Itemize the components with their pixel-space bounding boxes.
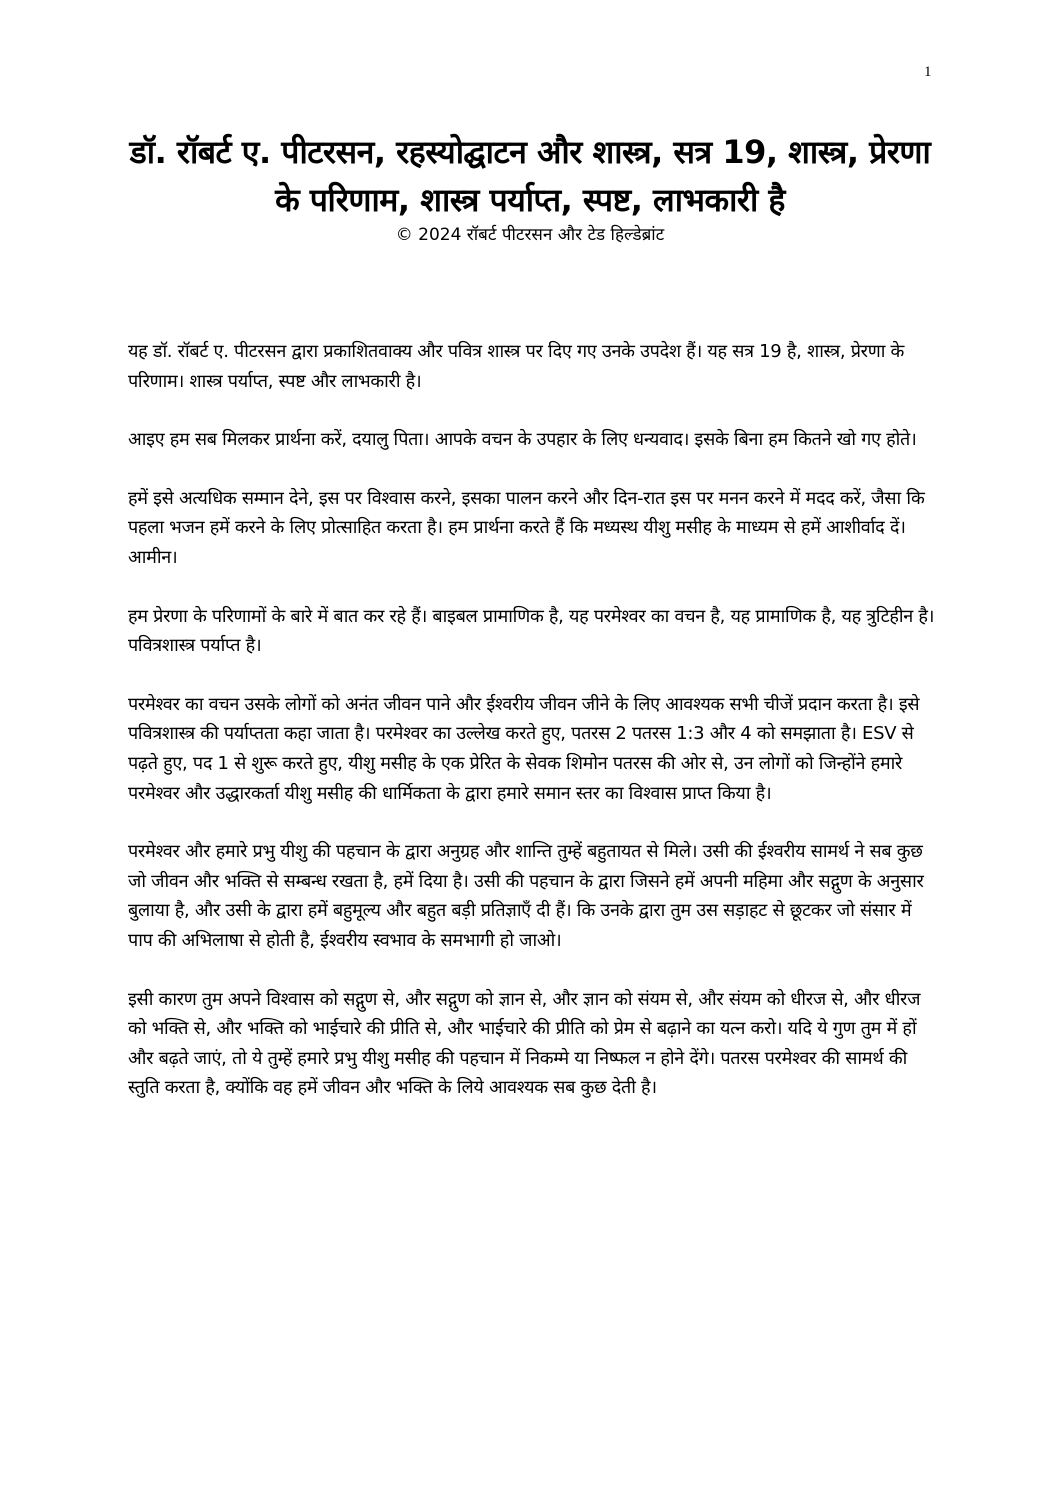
paragraph-prayer-opening: आइए हम सब मिलकर प्रार्थना करें, दयालु पिता। आपके वचन के उपहार के लिए धन्यवाद। इसके बिना हम कितने खो गए होते।: [128, 429, 917, 451]
document-body: [128, 337, 940, 1132]
document-header: [120, 128, 940, 246]
paragraph-inspiration: हम प्रेरणा के परिणामों के बारे में बात कर रहे हैं। बाइबल प्रामाणिक है, यह परमेश्वर का वचन है, यह प्रामाणिक है, यह त्रुटिहीन है। पवित्रशास्त्र पर्याप्त है।: [128, 605, 935, 657]
paragraph-grace-peace: परमेश्वर और हमारे प्रभु यीशु की पहचान के द्वारा अनुग्रह और शान्ति तुम्हें बहुतायत से मिले। उसी की ईश्वरीय सामर्थ ने सब कुछ जो जीवन और भक्ति से सम्बन्ध रखता है, हमें दिया है। उसी की पहचान के द्वारा जिसने हमें अपनी महिमा और सद्गुण के अनुसार बुलाया है, और उसी के द्वारा हमें बहुमूल्य और बहुत बड़ी प्रतिज्ञाएँ दी हैं। कि उनके द्वारा तुम उस सड़ाहट से छूटकर जो संसार में पाप की अभिलाषा से होती है, ईश्वरीय स्वभाव के समभागी हो जाओ।: [128, 841, 924, 951]
paragraph-virtues: इसी कारण तुम अपने विश्वास को सद्गुण से, और सद्गुण को ज्ञान से, और ज्ञान को संयम से, और संयम को धीरज से, और धीरज को भक्ति से, और भक्ति को भाईचारे की प्रीति से, और भाईचारे की प्रीति को प्रेम से बढ़ाने का यत्न करो। यदि ये गुण तुम में हों और बढ़ते जाएं, तो ये तुम्हें हमारे प्रभु यीशु मसीह की पहचान में निकम्मे या निष्फल न होने देंगे। पतरस परमेश्वर की सामर्थ की स्तुति करता है, क्योंकि वह हमें जीवन और भक्ति के लिये आवश्यक सब कुछ देती है।: [128, 988, 921, 1099]
paragraph-sufficiency: परमेश्वर का वचन उसके लोगों को अनंत जीवन पाने और ईश्वरीय जीवन जीने के लिए आवश्यक सभी चीजें प्रदान करता है। इसे पवित्रशास्त्र की पर्याप्तता कहा जाता है। परमेश्वर का उल्लेख करते हुए, पतरस 2 पतरस 1:3 और 4 को समझाता है। ESV से पढ़ते हुए, पद 1 से शुरू करते हुए, यीशु मसीह के एक प्रेरित के सेवक शिमोन पतरस की ओर से, उन लोगों को जिन्होंने हमारे परमेश्वर और उद्धारकर्ता यीशु मसीह की धार्मिकता के द्वारा हमारे समान स्तर का विश्वास प्राप्त किया है।: [128, 693, 920, 804]
page-number: 1: [924, 64, 932, 80]
paragraph-intro: यह डॉ. रॉबर्ट ए. पीटरसन द्वारा प्रकाशितवाक्य और पवित्र शास्त्र पर दिए गए उनके उपदेश हैं। यह सत्र 19 है, शास्त्र, प्रेरणा के परिणाम। शास्त्र पर्याप्त, स्पष्ट और लाभकारी है।: [128, 341, 905, 392]
copyright-line: © 2024 रॉबर्ट पीटरसन और टेड हिल्डेब्रांट: [395, 225, 665, 245]
document-title: डॉ. रॉबर्ट ए. पीटरसन, रहस्योद्घाटन और शास्त्र, सत्र 19, शास्त्र, प्रेरणा के परिणाम, शास्त्र पर्याप्त, स्पष्ट, लाभकारी है: [129, 133, 931, 219]
paragraph-prayer-closing: हमें इसे अत्यधिक सम्मान देने, इस पर विश्वास करने, इसका पालन करने और दिन-रात इस पर मनन करने में मदद करें, जैसा कि पहला भजन हमें करने के लिए प्रोत्साहित करता है। हम प्रार्थना करते हैं कि मध्यस्थ यीशु मसीह के माध्यम से हमें आशीर्वाद दें। आमीन।: [128, 487, 925, 568]
